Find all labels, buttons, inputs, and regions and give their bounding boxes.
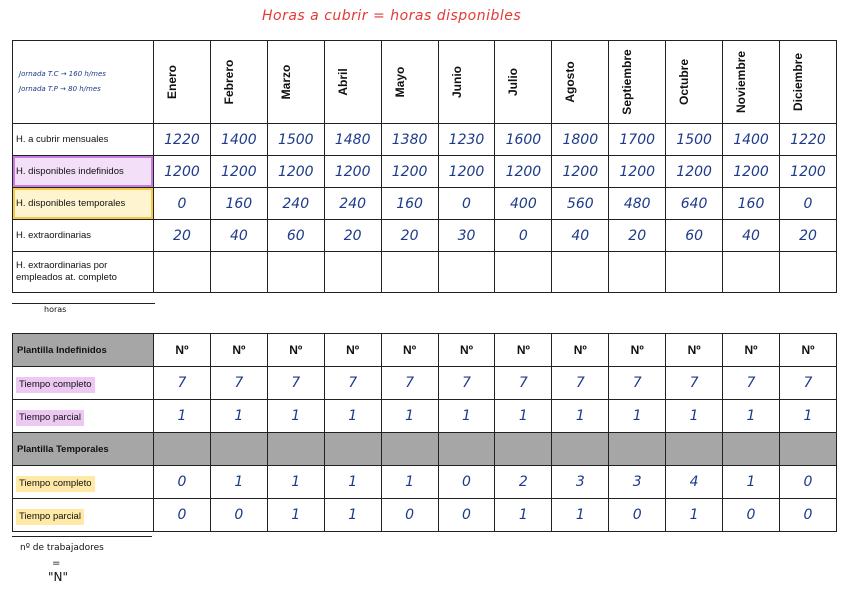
staff-count-cell: 1 bbox=[154, 400, 211, 433]
hours-value-cell: 1400 bbox=[723, 124, 780, 156]
hours-value-cell bbox=[723, 252, 780, 293]
row-label: H. disponibles temporales bbox=[13, 188, 154, 220]
hours-value-cell: 1200 bbox=[438, 156, 495, 188]
hours-row bbox=[13, 156, 837, 188]
staff-count-cell: 0 bbox=[779, 466, 836, 499]
hours-value-cell: 1200 bbox=[723, 156, 780, 188]
staff-count-cell: 0 bbox=[154, 466, 211, 499]
month-header: Enero bbox=[154, 41, 211, 124]
horas-label: horas bbox=[44, 305, 67, 314]
staff-row bbox=[13, 367, 837, 400]
hours-value-cell bbox=[438, 252, 495, 293]
grey-cell bbox=[267, 433, 324, 466]
footnote-equals: = bbox=[52, 558, 61, 569]
count-symbol: Nº bbox=[552, 334, 609, 367]
hours-value-cell: 20 bbox=[324, 220, 381, 252]
hours-value-cell bbox=[609, 252, 666, 293]
month-header: Noviembre bbox=[723, 41, 780, 124]
row-label: H. disponibles indefinidos bbox=[13, 156, 154, 188]
staff-count-cell: 0 bbox=[438, 499, 495, 532]
staff-count-cell: 1 bbox=[552, 400, 609, 433]
staff-count-cell: 7 bbox=[381, 367, 438, 400]
staff-count-cell: 1 bbox=[666, 499, 723, 532]
hours-value-cell: 1200 bbox=[324, 156, 381, 188]
grey-cell bbox=[552, 433, 609, 466]
grey-cell bbox=[438, 433, 495, 466]
staff-count-cell: 0 bbox=[609, 499, 666, 532]
hours-value-cell bbox=[666, 252, 723, 293]
staff-count-cell: 1 bbox=[666, 400, 723, 433]
staff-count-cell: 1 bbox=[267, 400, 324, 433]
staff-count-cell: 1 bbox=[779, 400, 836, 433]
staff-count-cell: 7 bbox=[609, 367, 666, 400]
hours-value-cell: 1200 bbox=[381, 156, 438, 188]
staff-count-cell: 1 bbox=[267, 466, 324, 499]
months-header-row bbox=[13, 41, 837, 124]
staff-row bbox=[13, 499, 837, 532]
hours-value-cell: 1600 bbox=[495, 124, 552, 156]
hours-value-cell: 1220 bbox=[779, 124, 836, 156]
staff-count-cell: 4 bbox=[666, 466, 723, 499]
count-symbol: Nº bbox=[324, 334, 381, 367]
staff-count-cell: 7 bbox=[495, 367, 552, 400]
hours-value-cell: 0 bbox=[154, 188, 211, 220]
month-header: Diciembre bbox=[779, 41, 836, 124]
staff-count-cell: 0 bbox=[154, 499, 211, 532]
row-label: H. extraordinarias bbox=[13, 220, 154, 252]
month-header: Febrero bbox=[210, 41, 267, 124]
hours-value-cell: 240 bbox=[324, 188, 381, 220]
staff-count-cell: 1 bbox=[381, 400, 438, 433]
staff-table bbox=[12, 333, 837, 532]
hours-row bbox=[13, 252, 837, 293]
hours-value-cell bbox=[154, 252, 211, 293]
hours-table bbox=[12, 40, 837, 293]
row-label: Tiempo completo bbox=[13, 367, 154, 400]
staff-count-cell: 2 bbox=[495, 466, 552, 499]
hours-value-cell: 560 bbox=[552, 188, 609, 220]
hours-value-cell: 20 bbox=[779, 220, 836, 252]
hours-value-cell: 20 bbox=[609, 220, 666, 252]
staff-count-cell: 1 bbox=[438, 400, 495, 433]
hours-row bbox=[13, 124, 837, 156]
hours-value-cell: 0 bbox=[438, 188, 495, 220]
hours-row bbox=[13, 220, 837, 252]
hours-value-cell: 60 bbox=[267, 220, 324, 252]
grey-cell bbox=[666, 433, 723, 466]
grey-cell bbox=[210, 433, 267, 466]
grey-cell bbox=[779, 433, 836, 466]
hours-value-cell: 40 bbox=[210, 220, 267, 252]
hours-value-cell bbox=[210, 252, 267, 293]
count-symbol: Nº bbox=[609, 334, 666, 367]
hours-value-cell: 0 bbox=[495, 220, 552, 252]
hours-value-cell bbox=[324, 252, 381, 293]
staff-row bbox=[13, 400, 837, 433]
footnote: nº de trabajadores bbox=[20, 543, 104, 553]
hours-value-cell: 1500 bbox=[666, 124, 723, 156]
staff-count-cell: 7 bbox=[438, 367, 495, 400]
hours-value-cell: 1200 bbox=[609, 156, 666, 188]
hours-value-cell: 40 bbox=[552, 220, 609, 252]
month-header: Mayo bbox=[381, 41, 438, 124]
hours-value-cell bbox=[495, 252, 552, 293]
staff-count-cell: 3 bbox=[609, 466, 666, 499]
staff-count-cell: 7 bbox=[154, 367, 211, 400]
hours-value-cell: 1200 bbox=[552, 156, 609, 188]
month-header: Junio bbox=[438, 41, 495, 124]
note-line: Jornada T.C → 160 h/mes bbox=[19, 70, 106, 78]
hours-value-cell: 1230 bbox=[438, 124, 495, 156]
staff-count-cell: 0 bbox=[381, 499, 438, 532]
staff-count-cell: 1 bbox=[723, 466, 780, 499]
hours-value-cell: 0 bbox=[779, 188, 836, 220]
hours-value-cell: 1480 bbox=[324, 124, 381, 156]
staff-count-cell: 1 bbox=[495, 499, 552, 532]
staff-count-cell: 1 bbox=[324, 466, 381, 499]
staff-count-cell: 7 bbox=[210, 367, 267, 400]
count-symbol: Nº bbox=[723, 334, 780, 367]
hours-value-cell: 1380 bbox=[381, 124, 438, 156]
grey-cell bbox=[609, 433, 666, 466]
divider bbox=[12, 303, 155, 304]
staff-count-cell: 3 bbox=[552, 466, 609, 499]
staff-row bbox=[13, 466, 837, 499]
staff-count-cell: 1 bbox=[267, 499, 324, 532]
hours-row bbox=[13, 188, 837, 220]
staff-count-cell: 1 bbox=[552, 499, 609, 532]
staff-count-cell: 7 bbox=[552, 367, 609, 400]
hours-value-cell: 1200 bbox=[154, 156, 211, 188]
month-header: Septiembre bbox=[609, 41, 666, 124]
hours-value-cell: 400 bbox=[495, 188, 552, 220]
hours-value-cell: 160 bbox=[210, 188, 267, 220]
footnote-symbol: "N" bbox=[48, 570, 69, 584]
hours-value-cell: 160 bbox=[381, 188, 438, 220]
hours-value-cell bbox=[267, 252, 324, 293]
grey-cell bbox=[381, 433, 438, 466]
staff-count-cell: 0 bbox=[723, 499, 780, 532]
hours-value-cell: 1700 bbox=[609, 124, 666, 156]
hours-value-cell bbox=[552, 252, 609, 293]
staff-count-cell: 0 bbox=[210, 499, 267, 532]
staff-count-cell: 1 bbox=[609, 400, 666, 433]
staff-count-cell: 7 bbox=[666, 367, 723, 400]
count-symbol: Nº bbox=[779, 334, 836, 367]
section-header-row bbox=[13, 334, 837, 367]
staff-count-cell: 0 bbox=[438, 466, 495, 499]
count-symbol: Nº bbox=[267, 334, 324, 367]
hours-value-cell: 480 bbox=[609, 188, 666, 220]
section-header: Plantilla Temporales bbox=[13, 433, 154, 466]
staff-count-cell: 7 bbox=[723, 367, 780, 400]
hours-value-cell: 1200 bbox=[210, 156, 267, 188]
month-header: Julio bbox=[495, 41, 552, 124]
hours-value-cell: 1220 bbox=[154, 124, 211, 156]
hours-value-cell: 60 bbox=[666, 220, 723, 252]
hours-value-cell: 1200 bbox=[495, 156, 552, 188]
staff-count-cell: 7 bbox=[779, 367, 836, 400]
staff-count-cell: 1 bbox=[324, 400, 381, 433]
section-header: Plantilla Indefinidos bbox=[13, 334, 154, 367]
staff-count-cell: 1 bbox=[210, 466, 267, 499]
hours-value-cell: 1200 bbox=[666, 156, 723, 188]
staff-count-cell: 7 bbox=[267, 367, 324, 400]
hours-value-cell: 20 bbox=[381, 220, 438, 252]
month-header: Agosto bbox=[552, 41, 609, 124]
hours-value-cell: 1800 bbox=[552, 124, 609, 156]
staff-count-cell: 1 bbox=[324, 499, 381, 532]
notes-cell bbox=[13, 41, 154, 124]
hours-value-cell: 240 bbox=[267, 188, 324, 220]
hours-value-cell bbox=[779, 252, 836, 293]
grey-cell bbox=[495, 433, 552, 466]
row-label: Tiempo parcial bbox=[13, 400, 154, 433]
staff-count-cell: 0 bbox=[779, 499, 836, 532]
hours-value-cell: 1200 bbox=[779, 156, 836, 188]
hours-value-cell bbox=[381, 252, 438, 293]
hours-value-cell: 20 bbox=[154, 220, 211, 252]
hours-value-cell: 40 bbox=[723, 220, 780, 252]
grey-cell bbox=[154, 433, 211, 466]
hours-value-cell: 30 bbox=[438, 220, 495, 252]
count-symbol: Nº bbox=[495, 334, 552, 367]
count-symbol: Nº bbox=[381, 334, 438, 367]
section-header-row bbox=[13, 433, 837, 466]
count-symbol: Nº bbox=[210, 334, 267, 367]
page-title: Horas a cubrir = horas disponibles bbox=[262, 8, 522, 24]
count-symbol: Nº bbox=[154, 334, 211, 367]
grey-cell bbox=[723, 433, 780, 466]
hours-value-cell: 1400 bbox=[210, 124, 267, 156]
count-symbol: Nº bbox=[666, 334, 723, 367]
row-label: H. a cubrir mensuales bbox=[13, 124, 154, 156]
divider bbox=[12, 536, 152, 537]
hours-value-cell: 640 bbox=[666, 188, 723, 220]
staff-count-cell: 1 bbox=[495, 400, 552, 433]
row-label: H. extraordinarias por empleados at. completo bbox=[13, 252, 154, 293]
staff-count-cell: 1 bbox=[210, 400, 267, 433]
row-label: Tiempo completo bbox=[13, 466, 154, 499]
row-label: Tiempo parcial bbox=[13, 499, 154, 532]
month-header: Marzo bbox=[267, 41, 324, 124]
hours-value-cell: 1500 bbox=[267, 124, 324, 156]
count-symbol: Nº bbox=[438, 334, 495, 367]
grey-cell bbox=[324, 433, 381, 466]
hours-value-cell: 160 bbox=[723, 188, 780, 220]
staff-count-cell: 1 bbox=[723, 400, 780, 433]
staff-count-cell: 1 bbox=[381, 466, 438, 499]
month-header: Abril bbox=[324, 41, 381, 124]
note-line: Jornada T.P → 80 h/mes bbox=[19, 85, 101, 93]
staff-count-cell: 7 bbox=[324, 367, 381, 400]
month-header: Octubre bbox=[666, 41, 723, 124]
hours-value-cell: 1200 bbox=[267, 156, 324, 188]
